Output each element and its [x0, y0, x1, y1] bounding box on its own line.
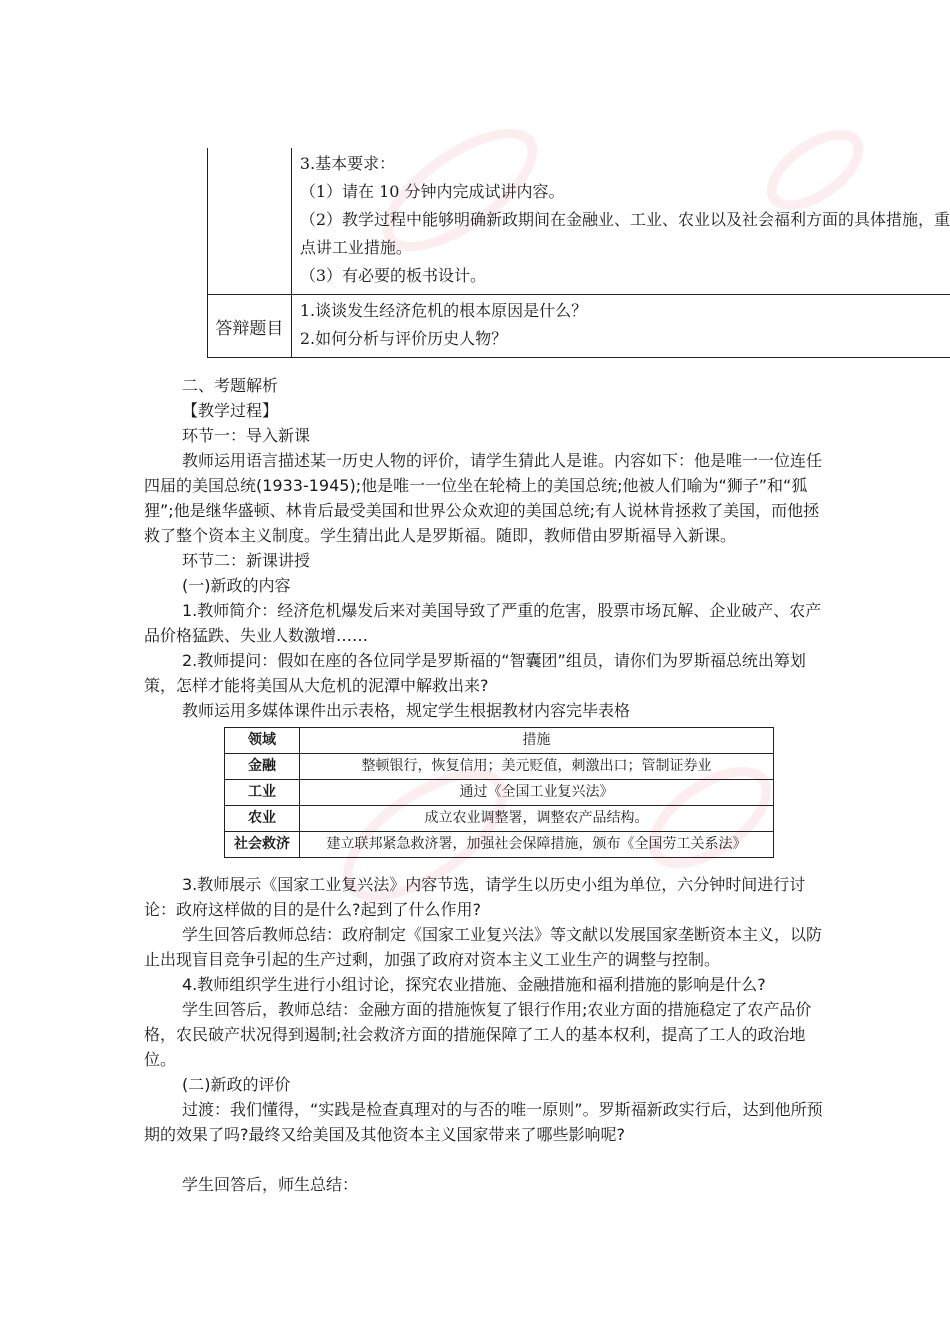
part2-title: (二)新政的评价 [182, 1075, 291, 1094]
req-line: （2）教学过程中能够明确新政期间在金融业、工业、农业以及社会福利方面的具体措施，重 [299, 210, 950, 229]
step1-title: 环节一：导入新课 [182, 426, 311, 445]
field-cell: 工业 [225, 780, 300, 806]
part1-title: (一)新政的内容 [182, 576, 291, 595]
field-cell: 农业 [225, 806, 300, 832]
req-line: 3.基本要求： [299, 154, 396, 173]
table-row [225, 832, 774, 858]
measure-cell: 成立农业调整署，调整农产品结构。 [300, 806, 774, 832]
paragraph: 过渡：我们懂得，“实践是检查真理对的与否的唯一原则”。罗斯福新政实行后，达到他所预期的效果了吗?最终又给美国及其他资本主义国家带来了哪些影响呢? [144, 1100, 823, 1144]
paragraph: 学生回答后，师生总结： [182, 1175, 359, 1194]
req-line: （3）有必要的板书设计。 [299, 266, 486, 285]
defense-questions-cell [291, 295, 950, 358]
req-line: （1）请在 10 分钟内完成试讲内容。 [299, 182, 565, 201]
paragraph: 1.教师简介：经济危机爆发后来对美国导致了严重的危害，股票市场瓦解、企业破产、农产品价格猛跌、失业人数激增…… [144, 601, 822, 645]
step1-paragraph: 教师运用语言描述某一历史人物的评价，请学生猜此人是谁。内容如下：他是唯一一位连任四届的美国总统(1933-1945);他是唯一一位坐在轮椅上的美国总统;他被人们喻为“狮子”和“狐狸”;他是继华盛顿、林肯后最受美国和世界公众欢迎的美国总统;有人说林肯拯救了美国，而他拯救了整个资本主义制度。学生猜出此人是罗斯福。随即，教师借由罗斯福导入新课。 [144, 451, 823, 545]
basic-requirements-cell [291, 148, 950, 295]
table-row [225, 780, 774, 806]
paragraph: 2.教师提问：假如在座的各位同学是罗斯福的“智囊团”组员，请你们为罗斯福总统出筹划策，怎样才能将美国从大危机的泥潭中解救出来? [144, 651, 806, 695]
measures-table [224, 727, 774, 858]
field-cell: 金融 [225, 754, 300, 780]
paragraph: 教师运用多媒体课件出示表格，规定学生根据教材内容完毕表格 [182, 701, 631, 720]
field-cell: 社会救济 [225, 832, 300, 858]
paragraph: 3.教师展示《国家工业复兴法》内容节选，请学生以历史小组为单位，六分钟时间进行讨论：政府这样做的目的是什么?起到了什么作用? [144, 875, 806, 919]
defense-question: 2.如何分析与评价历史人物？ [299, 329, 508, 348]
paragraph: 学生回答后教师总结：政府制定《国家工业复兴法》等文献以发展国家垄断资本主义，以防止出现盲目竞争引起的生产过剩，加强了政府对资本主义工业生产的调整与控制。 [144, 925, 823, 969]
paragraph: 4.教师组织学生进行小组讨论，探究农业措施、金融措施和福利措施的影响是什么? [182, 975, 766, 994]
exam-info-table [207, 148, 950, 358]
step2-title: 环节二：新课讲授 [182, 551, 311, 570]
section-title: 二、考题解析 [182, 376, 279, 395]
header-field: 领域 [225, 728, 300, 754]
table-row [225, 806, 774, 832]
analysis-body [144, 373, 824, 1197]
defense-label: 答辩题目 [208, 295, 292, 358]
paragraph: 学生回答后，教师总结：金融方面的措施恢复了银行作用;农业方面的措施稳定了农产品价格，农民破产状况得到遏制;社会救济方面的措施保障了工人的基本权利，提高了工人的政治地位。 [144, 1000, 812, 1069]
process-title: 【教学过程】 [182, 401, 279, 420]
defense-question: 1.谈谈发生经济危机的根本原因是什么？ [299, 301, 588, 320]
header-measure: 措施 [300, 728, 774, 754]
measure-cell: 通过《全国工业复兴法》 [300, 780, 774, 806]
measure-cell: 整顿银行，恢复信用；美元贬值，刺激出口；管制证券业 [300, 754, 774, 780]
table-blank-label [208, 148, 292, 295]
table-row [225, 754, 774, 780]
measures-table-wrap [224, 727, 824, 858]
measure-cell: 建立联邦紧急救济署，加强社会保障措施，颁布《全国劳工关系法》 [300, 832, 774, 858]
req-line: 点讲工业措施。 [299, 238, 412, 257]
